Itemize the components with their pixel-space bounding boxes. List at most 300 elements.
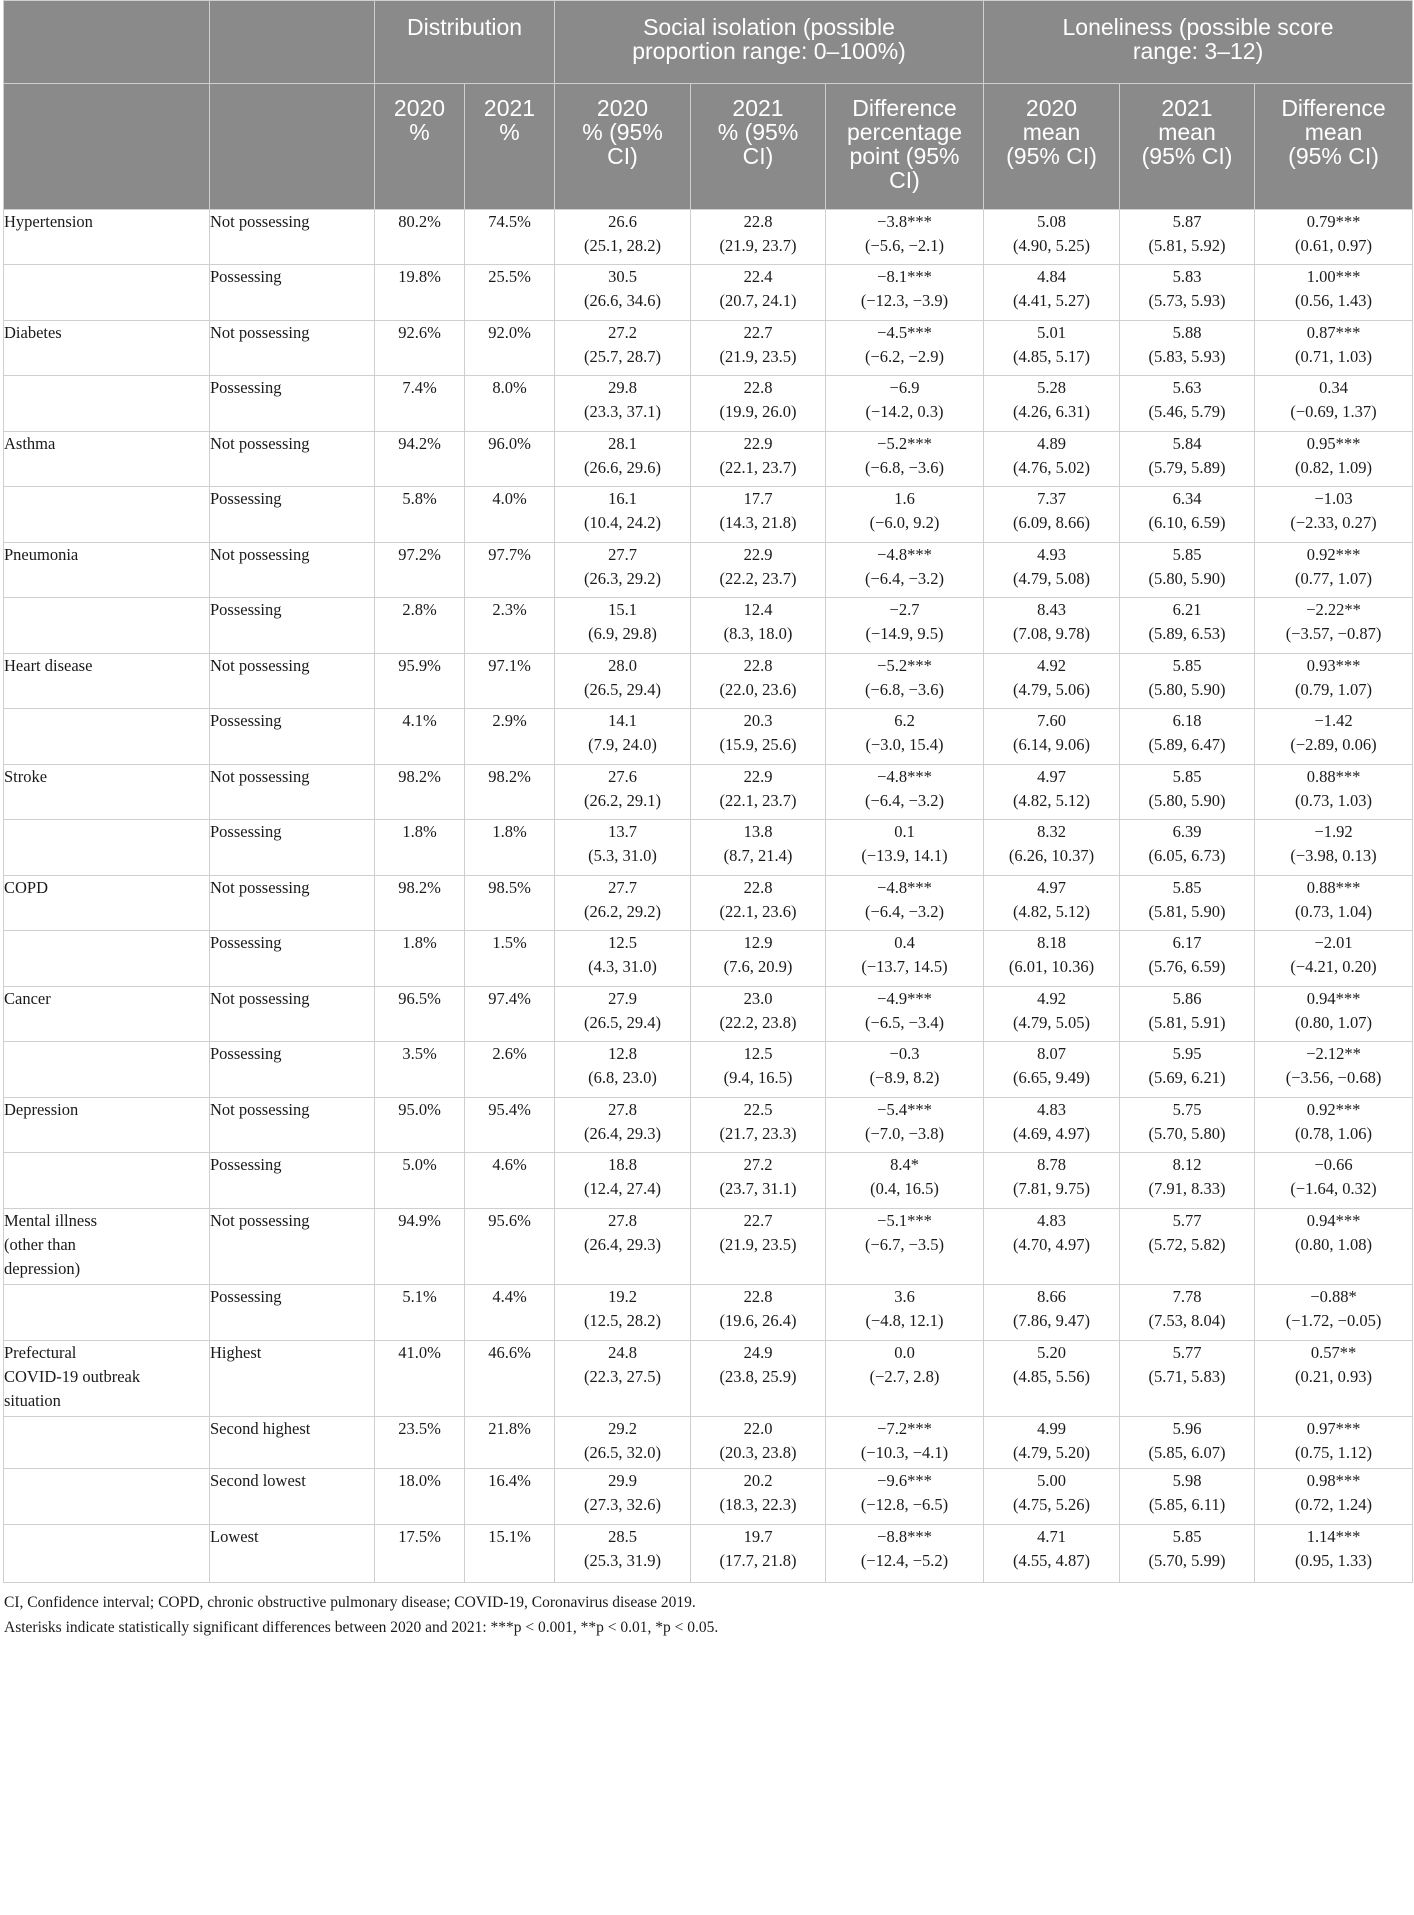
dist-2020-cell: 95.9% [375, 654, 465, 709]
confidence-interval: (6.05, 6.73) [1148, 846, 1226, 865]
estimate-value: 5.83 [1172, 267, 1202, 286]
confidence-interval: (6.10, 6.59) [1148, 513, 1226, 532]
confidence-interval: (5.69, 6.21) [1148, 1068, 1226, 1087]
lon-2021-cell [1120, 265, 1255, 321]
lon-2021-cell [1120, 543, 1255, 598]
iso-2020-cell [555, 321, 691, 376]
estimate-value: −1.92 [1314, 822, 1353, 841]
lon-diff-cell [1255, 1098, 1413, 1153]
estimate-value: 5.88 [1172, 323, 1202, 342]
estimate-value: 13.8 [743, 822, 773, 841]
category-cell: Possessing [210, 931, 375, 987]
condition-label: Depression [4, 1100, 79, 1119]
estimate-value: 6.39 [1172, 822, 1202, 841]
dist-2021-cell: 46.6% [465, 1341, 555, 1417]
iso-2021-cell [691, 987, 826, 1042]
estimate-value: 17.7 [743, 489, 773, 508]
category-cell: Possessing [210, 265, 375, 321]
header-line: 2021 [483, 95, 536, 121]
iso-diff-cell [826, 709, 984, 765]
category-cell: Not possessing [210, 987, 375, 1042]
table-row [4, 1098, 1413, 1153]
lon-diff-cell [1255, 1469, 1413, 1525]
confidence-interval: (7.6, 20.9) [723, 957, 793, 976]
footnote-significance: Asterisks indicate statistically significant differences between 2020 and 2021: ***p < 0.001, **p < 0.01, *p < 0.05. [4, 1619, 719, 1636]
estimate-value: −8.1*** [877, 267, 932, 286]
category-cell: Not possessing [210, 321, 375, 376]
iso-2020-cell [555, 1209, 691, 1285]
header-line: CI) [889, 167, 920, 193]
lon-diff-cell [1255, 1285, 1413, 1341]
dist-2020-cell: 5.8% [375, 487, 465, 543]
dist-2021-cell: 1.8% [465, 820, 555, 876]
header-line: 2020 [1025, 95, 1078, 121]
table-row [4, 1153, 1413, 1209]
col-lon-2020 [984, 84, 1120, 210]
header-line: (95% CI) [1288, 143, 1379, 169]
confidence-interval: (−3.0, 15.4) [865, 735, 944, 754]
iso-2020-cell [555, 931, 691, 987]
iso-diff-cell [826, 876, 984, 931]
lon-2021-cell [1120, 876, 1255, 931]
lon-2021-cell [1120, 1469, 1255, 1525]
confidence-interval: (4.76, 5.02) [1013, 458, 1091, 477]
confidence-interval: (0.72, 1.24) [1295, 1495, 1373, 1514]
condition-cell [4, 1417, 210, 1469]
confidence-interval: (7.08, 9.78) [1013, 624, 1091, 643]
confidence-interval: (−1.64, 0.32) [1290, 1179, 1377, 1198]
iso-2020-cell [555, 265, 691, 321]
estimate-value: −4.8*** [877, 545, 932, 564]
confidence-interval: (6.26, 10.37) [1008, 846, 1095, 865]
confidence-interval: (15.9, 25.6) [719, 735, 797, 754]
estimate-value: 22.8 [743, 212, 773, 231]
condition-label: Hypertension [4, 212, 93, 231]
confidence-interval: (−6.4, −3.2) [864, 791, 945, 810]
confidence-interval: (22.2, 23.7) [719, 569, 797, 588]
lon-2020-cell [984, 1209, 1120, 1285]
col-iso-2020 [555, 84, 691, 210]
iso-2021-cell [691, 265, 826, 321]
table-row [4, 987, 1413, 1042]
condition-cell [4, 1042, 210, 1098]
confidence-interval: (7.91, 8.33) [1148, 1179, 1226, 1198]
estimate-value: 3.6 [894, 1287, 915, 1306]
estimate-value: −8.8*** [877, 1527, 932, 1546]
confidence-interval: (26.2, 29.2) [584, 902, 662, 921]
confidence-interval: (26.2, 29.1) [584, 791, 662, 810]
iso-2021-cell [691, 876, 826, 931]
confidence-interval: (−8.9, 8.2) [869, 1068, 940, 1087]
estimate-value: 12.4 [743, 600, 773, 619]
lon-2021-cell [1120, 709, 1255, 765]
confidence-interval: (4.82, 5.12) [1013, 902, 1091, 921]
estimate-value: 6.17 [1172, 933, 1202, 952]
header-line: CI) [742, 143, 774, 169]
iso-2021-cell [691, 487, 826, 543]
estimate-value: −0.3 [889, 1044, 920, 1063]
lon-diff-cell [1255, 820, 1413, 876]
condition-label: Stroke [4, 767, 48, 786]
confidence-interval: (4.79, 5.20) [1013, 1443, 1091, 1462]
condition-cell [4, 376, 210, 432]
header-blank-category-2 [210, 84, 375, 210]
dist-2020-cell: 5.1% [375, 1285, 465, 1341]
iso-diff-cell [826, 598, 984, 654]
iso-diff-cell [826, 931, 984, 987]
estimate-value: 22.4 [743, 267, 773, 286]
confidence-interval: (6.65, 9.49) [1013, 1068, 1091, 1087]
lon-2020-cell [984, 931, 1120, 987]
dist-2020-cell: 19.8% [375, 265, 465, 321]
estimate-value: 5.95 [1172, 1044, 1202, 1063]
estimate-value: 16.1 [608, 489, 637, 508]
iso-2021-cell [691, 1341, 826, 1417]
lon-diff-cell [1255, 598, 1413, 654]
confidence-interval: (−13.9, 14.1) [861, 846, 948, 865]
estimate-value: 0.94*** [1306, 989, 1361, 1008]
iso-2020-cell [555, 709, 691, 765]
confidence-interval: (−6.5, −3.4) [864, 1013, 945, 1032]
confidence-interval: (−6.0, 9.2) [869, 513, 940, 532]
dist-2021-cell: 95.4% [465, 1098, 555, 1153]
condition-label: Heart disease [4, 656, 93, 675]
confidence-interval: (4.79, 5.06) [1013, 680, 1091, 699]
condition-cell [4, 1469, 210, 1525]
table-row [4, 265, 1413, 321]
estimate-value: 4.92 [1037, 656, 1066, 675]
estimate-value: 0.93*** [1306, 656, 1361, 675]
lon-2021-cell [1120, 765, 1255, 820]
category-cell: Second highest [210, 1417, 375, 1469]
confidence-interval: (5.83, 5.93) [1148, 347, 1226, 366]
iso-2020-cell [555, 598, 691, 654]
lon-2020-cell [984, 1341, 1120, 1417]
confidence-interval: (25.7, 28.7) [584, 347, 662, 366]
estimate-value: 18.8 [608, 1155, 637, 1174]
dist-2021-cell: 25.5% [465, 265, 555, 321]
header-blank-category [210, 1, 375, 84]
condition-cell [4, 1525, 210, 1583]
iso-diff-cell [826, 376, 984, 432]
table-row [4, 376, 1413, 432]
header-line: (95% CI) [1141, 143, 1233, 169]
estimate-value: 0.87*** [1306, 323, 1361, 342]
iso-2020-cell [555, 820, 691, 876]
dist-2021-cell: 95.6% [465, 1209, 555, 1285]
estimate-value: 1.6 [894, 489, 915, 508]
header-line: point (95% [849, 143, 960, 169]
iso-2021-cell [691, 931, 826, 987]
condition-label: situation [4, 1391, 61, 1410]
dist-2020-cell: 2.8% [375, 598, 465, 654]
header-line: Difference [1281, 95, 1386, 121]
dist-2021-cell: 2.3% [465, 598, 555, 654]
table-row [4, 709, 1413, 765]
confidence-interval: (7.86, 9.47) [1013, 1311, 1091, 1330]
estimate-value: 8.66 [1037, 1287, 1066, 1306]
lon-diff-cell [1255, 876, 1413, 931]
lon-diff-cell [1255, 432, 1413, 487]
estimate-value: 0.98*** [1306, 1471, 1361, 1490]
estimate-value: 29.8 [608, 378, 637, 397]
estimate-value: 5.96 [1172, 1419, 1202, 1438]
estimate-value: −4.5*** [877, 323, 932, 342]
estimate-value: 26.6 [608, 212, 637, 231]
lon-2020-cell [984, 987, 1120, 1042]
estimate-value: 5.84 [1172, 434, 1202, 453]
category-cell: Possessing [210, 487, 375, 543]
col-iso-diff [826, 84, 984, 210]
iso-2020-cell [555, 1525, 691, 1583]
dist-2020-cell: 18.0% [375, 1469, 465, 1525]
estimate-value: 5.85 [1172, 1527, 1202, 1546]
estimate-value: 22.7 [743, 1211, 773, 1230]
category-cell: Not possessing [210, 210, 375, 265]
estimate-value: −2.7 [889, 600, 920, 619]
confidence-interval: (7.9, 24.0) [588, 735, 657, 754]
condition-label: Cancer [4, 989, 51, 1008]
estimate-value: 30.5 [608, 267, 637, 286]
dist-2021-cell: 1.5% [465, 931, 555, 987]
iso-2020-cell [555, 1469, 691, 1525]
confidence-interval: (−12.4, −5.2) [860, 1551, 949, 1570]
lon-diff-cell [1255, 1525, 1413, 1583]
estimate-value: 5.63 [1172, 378, 1202, 397]
iso-2021-cell [691, 1153, 826, 1209]
confidence-interval: (25.1, 28.2) [584, 236, 662, 255]
dist-2020-cell: 80.2% [375, 210, 465, 265]
dist-2021-cell: 15.1% [465, 1525, 555, 1583]
confidence-interval: (4.75, 5.26) [1013, 1495, 1091, 1514]
confidence-interval: (0.73, 1.04) [1295, 902, 1373, 921]
confidence-interval: (4.85, 5.56) [1013, 1367, 1091, 1386]
footnote-abbreviations: CI, Confidence interval; COPD, chronic obstructive pulmonary disease; COVID-19, Coronavirus disease 2019. [4, 1594, 696, 1611]
confidence-interval: (19.6, 26.4) [719, 1311, 797, 1330]
iso-2020-cell [555, 987, 691, 1042]
estimate-value: 0.92*** [1306, 1100, 1361, 1119]
estimate-value: 6.21 [1172, 600, 1202, 619]
confidence-interval: (−2.89, 0.06) [1290, 735, 1377, 754]
estimate-value: 1.14*** [1306, 1527, 1361, 1546]
confidence-interval: (−6.4, −3.2) [864, 569, 945, 588]
estimate-value: 13.7 [608, 822, 637, 841]
condition-cell [4, 1098, 210, 1153]
estimate-value: 22.0 [743, 1419, 773, 1438]
condition-cell [4, 1285, 210, 1341]
lon-2020-cell [984, 820, 1120, 876]
iso-diff-cell [826, 1417, 984, 1469]
condition-label: (other than [4, 1235, 76, 1254]
estimate-value: −4.8*** [877, 878, 932, 897]
iso-diff-cell [826, 1525, 984, 1583]
confidence-interval: (−2.33, 0.27) [1290, 513, 1377, 532]
estimate-value: 0.4 [894, 933, 915, 952]
estimate-value: 4.92 [1037, 989, 1066, 1008]
dist-2021-cell: 4.0% [465, 487, 555, 543]
estimate-value: 8.78 [1037, 1155, 1066, 1174]
iso-2021-cell [691, 709, 826, 765]
lon-2021-cell [1120, 987, 1255, 1042]
dist-2020-cell: 5.0% [375, 1153, 465, 1209]
iso-2020-cell [555, 1098, 691, 1153]
dist-2021-cell: 97.1% [465, 654, 555, 709]
confidence-interval: (4.41, 5.27) [1013, 291, 1091, 310]
dist-2021-cell: 8.0% [465, 376, 555, 432]
confidence-interval: (−14.2, 0.3) [865, 402, 944, 421]
estimate-value: 0.1 [894, 822, 915, 841]
confidence-interval: (−5.6, −2.1) [864, 236, 945, 255]
iso-2021-cell [691, 210, 826, 265]
estimate-value: −2.12** [1306, 1044, 1361, 1063]
confidence-interval: (0.4, 16.5) [870, 1179, 939, 1198]
lon-diff-cell [1255, 543, 1413, 598]
lon-diff-cell [1255, 265, 1413, 321]
estimate-value: 20.3 [743, 711, 773, 730]
confidence-interval: (4.90, 5.25) [1013, 236, 1091, 255]
estimate-value: 6.34 [1172, 489, 1202, 508]
lon-diff-cell [1255, 210, 1413, 265]
estimate-value: 15.1 [608, 600, 637, 619]
iso-2021-cell [691, 598, 826, 654]
confidence-interval: (23.8, 25.9) [719, 1367, 797, 1386]
iso-2021-cell [691, 543, 826, 598]
confidence-interval: (−12.8, −6.5) [860, 1495, 949, 1514]
iso-2020-cell [555, 376, 691, 432]
estimate-value: −5.2*** [877, 434, 932, 453]
lon-diff-cell [1255, 931, 1413, 987]
confidence-interval: (0.80, 1.07) [1295, 1013, 1373, 1032]
dist-2020-cell: 1.8% [375, 820, 465, 876]
lon-2021-cell [1120, 487, 1255, 543]
category-cell: Possessing [210, 709, 375, 765]
confidence-interval: (19.9, 26.0) [719, 402, 797, 421]
estimate-value: 8.12 [1172, 1155, 1202, 1174]
lon-2021-cell [1120, 1042, 1255, 1098]
col-lon-diff [1255, 84, 1413, 210]
dist-2021-cell: 97.4% [465, 987, 555, 1042]
lon-2021-cell [1120, 931, 1255, 987]
header-blank-condition-2 [4, 84, 210, 210]
table-row [4, 1525, 1413, 1583]
dist-2021-cell: 97.7% [465, 543, 555, 598]
iso-2020-cell [555, 432, 691, 487]
confidence-interval: (20.3, 23.8) [719, 1443, 797, 1462]
results-table [3, 0, 1413, 1583]
confidence-interval: (0.75, 1.12) [1295, 1443, 1373, 1462]
estimate-value: −1.42 [1314, 711, 1353, 730]
table-row [4, 1341, 1413, 1417]
iso-2021-cell [691, 1209, 826, 1285]
dist-2021-cell: 74.5% [465, 210, 555, 265]
lon-2020-cell [984, 876, 1120, 931]
lon-2020-cell [984, 487, 1120, 543]
confidence-interval: (5.72, 5.82) [1148, 1235, 1226, 1254]
dist-2021-cell: 4.4% [465, 1285, 555, 1341]
dist-2020-cell: 23.5% [375, 1417, 465, 1469]
header-line: mean [1158, 119, 1216, 145]
lon-2020-cell [984, 654, 1120, 709]
iso-diff-cell [826, 765, 984, 820]
estimate-value: 4.84 [1037, 267, 1066, 286]
confidence-interval: (−0.69, 1.37) [1290, 402, 1377, 421]
estimate-value: 0.88*** [1306, 878, 1361, 897]
iso-2021-cell [691, 765, 826, 820]
header-blank-condition [4, 1, 210, 84]
iso-2021-cell [691, 376, 826, 432]
estimate-value: 22.7 [743, 323, 773, 342]
confidence-interval: (17.7, 21.8) [719, 1551, 797, 1570]
confidence-interval: (4.55, 4.87) [1013, 1551, 1091, 1570]
estimate-value: 4.83 [1037, 1100, 1066, 1119]
lon-2021-cell [1120, 1153, 1255, 1209]
confidence-interval: (26.3, 29.2) [584, 569, 662, 588]
estimate-value: 0.0 [894, 1343, 915, 1362]
confidence-interval: (0.71, 1.03) [1295, 347, 1373, 366]
iso-2021-cell [691, 1098, 826, 1153]
dist-2021-cell: 92.0% [465, 321, 555, 376]
estimate-value: 4.93 [1037, 545, 1066, 564]
estimate-value: 27.8 [608, 1100, 637, 1119]
category-cell: Possessing [210, 1285, 375, 1341]
iso-2020-cell [555, 1285, 691, 1341]
condition-cell [4, 432, 210, 487]
dist-2021-cell: 2.9% [465, 709, 555, 765]
confidence-interval: (18.3, 22.3) [719, 1495, 797, 1514]
condition-label: COVID-19 outbreak [4, 1367, 141, 1386]
condition-cell [4, 265, 210, 321]
estimate-value: 29.2 [608, 1419, 637, 1438]
dist-2020-cell: 17.5% [375, 1525, 465, 1583]
dist-2021-cell: 98.5% [465, 876, 555, 931]
table-row [4, 1209, 1413, 1285]
confidence-interval: (22.3, 27.5) [584, 1367, 662, 1386]
confidence-interval: (26.4, 29.3) [584, 1124, 662, 1143]
category-cell: Not possessing [210, 654, 375, 709]
category-cell: Second lowest [210, 1469, 375, 1525]
dist-2020-cell: 3.5% [375, 1042, 465, 1098]
estimate-value: 27.8 [608, 1211, 637, 1230]
confidence-interval: (6.09, 8.66) [1013, 513, 1091, 532]
confidence-interval: (5.89, 6.53) [1148, 624, 1226, 643]
iso-2021-cell [691, 1042, 826, 1098]
estimate-value: 27.9 [608, 989, 637, 1008]
dist-2020-cell: 98.2% [375, 876, 465, 931]
lon-2020-cell [984, 1469, 1120, 1525]
condition-cell [4, 765, 210, 820]
confidence-interval: (−6.8, −3.6) [864, 458, 945, 477]
confidence-interval: (23.3, 37.1) [584, 402, 662, 421]
category-cell: Not possessing [210, 543, 375, 598]
estimate-value: −4.9*** [877, 989, 932, 1008]
lon-2020-cell [984, 1417, 1120, 1469]
condition-cell [4, 598, 210, 654]
table-row [4, 765, 1413, 820]
confidence-interval: (−1.72, −0.05) [1285, 1311, 1382, 1330]
category-cell: Possessing [210, 1153, 375, 1209]
confidence-interval: (4.3, 31.0) [588, 957, 657, 976]
confidence-interval: (−6.2, −2.9) [864, 347, 945, 366]
iso-2021-cell [691, 321, 826, 376]
confidence-interval: (5.46, 5.79) [1148, 402, 1226, 421]
estimate-value: 5.75 [1172, 1100, 1202, 1119]
category-cell: Possessing [210, 1042, 375, 1098]
estimate-value: −1.03 [1314, 489, 1353, 508]
estimate-value: 19.7 [743, 1527, 773, 1546]
header-line: % [499, 119, 520, 145]
confidence-interval: (26.5, 32.0) [584, 1443, 662, 1462]
lon-2021-cell [1120, 210, 1255, 265]
